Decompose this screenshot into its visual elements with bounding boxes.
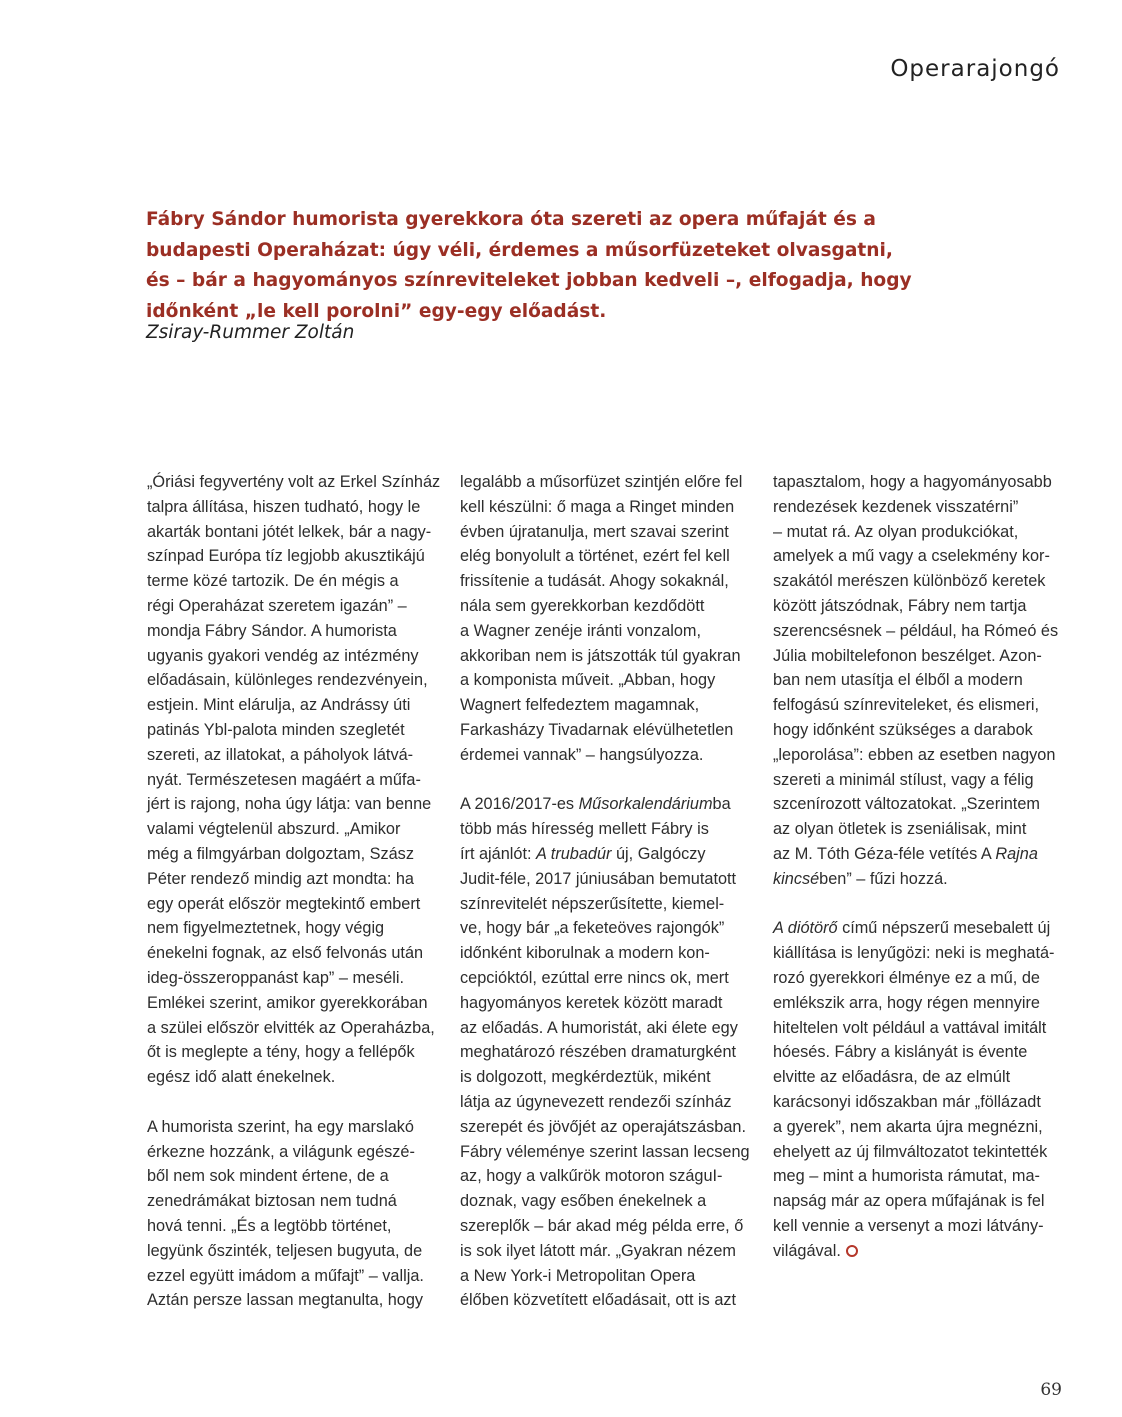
- body-text-line: is dolgozott, megkérdeztük, miként: [460, 1068, 711, 1087]
- body-text-line: ezzel együtt imádom a műfajt” – vallja.: [147, 1266, 424, 1285]
- body-text-line: elvitte az előadásra, de az elmúlt: [773, 1068, 1011, 1087]
- body-text-line: ugyanis gyakori vendég az intézmény: [147, 646, 419, 665]
- paragraph-gap: [773, 892, 1073, 917]
- paragraph-gap: [147, 1090, 447, 1115]
- body-text-line: zenedrámákat biztosan nem tudná: [147, 1192, 397, 1211]
- body-text-line: ve, hogy bár „a feketeöves rajongók”: [460, 919, 725, 938]
- body-text-line: tapasztalom, hogy a hagyományosabb: [773, 473, 1052, 491]
- body-text-line: hagyományos keretek között maradt: [460, 993, 723, 1012]
- body-text-line: Júlia mobiltelefonon beszélget. Azon-: [773, 646, 1042, 665]
- body-text-line: ből nem sok mindent értene, de a: [147, 1167, 389, 1186]
- body-text-line: karácsonyi időszakban már „föllázadt: [773, 1092, 1041, 1111]
- body-text-line: A humorista szerint, ha egy marslakó: [147, 1117, 414, 1136]
- body-text-line: A 2016/2017-es Műsorkalendáriumba: [460, 795, 731, 814]
- lead-line: és – bár a hagyományos színreviteleket jobban kedveli –, elfogadja, hogy: [146, 270, 912, 291]
- lead-line: Fábry Sándor humorista gyerekkora óta szereti az opera műfaját és a: [146, 209, 876, 230]
- body-text-line: időnként kiborulnak a modern kon-: [460, 944, 710, 963]
- body-text-line: énekelni fognak, az első felvonás után: [147, 944, 424, 963]
- body-text-line: nem figyelmeztetnek, hogy végig: [147, 919, 385, 938]
- body-text-line: Wagnert felfedeztem magamnak,: [460, 696, 700, 715]
- body-text-line: szakától merészen különböző keretek: [773, 572, 1046, 591]
- body-text-line: hóesés. Fábry a kislányát is évente: [773, 1043, 1028, 1062]
- body-text-line: több más híresség mellett Fábry is: [460, 820, 709, 839]
- body-text-line: elég bonyolult a történet, ezért fel kell: [460, 547, 730, 566]
- body-text-line: az előadás. A humoristát, aki élete egy: [460, 1018, 738, 1037]
- body-text-line: felfogású színreviteleket, és elismeri,: [773, 696, 1040, 715]
- body-text-line: napság már az opera műfajának is fel: [773, 1192, 1045, 1211]
- body-text-line: a gyerek”, nem akarta újra megnézni,: [773, 1117, 1043, 1136]
- lead-line: időnként „le kell porolni” egy-egy előadást.: [146, 300, 607, 322]
- body-text-line: között játszódnak, Fábry nem tartja: [773, 596, 1027, 615]
- body-text-line: „Óriási fegyvertény volt az Erkel Színház: [147, 473, 441, 491]
- text-column-3: [773, 470, 1073, 1264]
- body-text-line: A diótörő című népszerű mesebalett új: [773, 919, 1051, 938]
- body-text-line: hogy időnként szükséges a darabok: [773, 720, 1033, 739]
- body-text-line: kell vennie a versenyt a mozi látvány-: [773, 1216, 1044, 1235]
- page-number: 69: [1040, 1380, 1062, 1400]
- body-text-line: a komponista műveit. „Abban, hogy: [460, 671, 716, 690]
- body-text-line: szereti a minimál stílust, vagy a félig: [773, 770, 1034, 789]
- body-text-line: kiállítása is lenyűgözi: neki is meghatá-: [773, 944, 1055, 963]
- body-text-line: Judit-féle, 2017 júniusában bemutatott: [460, 869, 737, 888]
- body-text-line: Emlékei szerint, amikor gyerekkorában: [147, 993, 428, 1012]
- body-text-line: nála sem gyerekkorban kezdődött: [460, 596, 705, 615]
- body-text-line: akkoriban nem is játszották túl gyakran: [460, 646, 741, 665]
- body-text-line: meg – mint a humorista rámutat, ma-: [773, 1167, 1040, 1186]
- body-text-line: „leporolása”: ebben az esetben nagyon: [773, 745, 1056, 764]
- body-text-line: doznak, vagy esőben énekelnek a: [460, 1192, 707, 1211]
- body-text-line: a Wagner zenéje iránti vonzalom,: [460, 621, 702, 640]
- section-title: Operarajongó: [890, 56, 1060, 82]
- body-text-line: rendezések kezdenek visszatérni”: [773, 497, 1019, 516]
- circle-end-mark-icon: [846, 1245, 858, 1257]
- body-text-line: akarták bontani jótét lelkek, bár a nagy-: [147, 522, 432, 541]
- body-text-line: évben újratanulja, mert szavai szerint: [460, 522, 729, 541]
- body-text-line: Farkasházy Tivadarnak elévülhetetlen: [460, 720, 734, 739]
- body-text-line: – mutat rá. Az olyan produkciókat,: [773, 522, 1019, 541]
- body-text-line: színpad Európa tíz legjobb akusztikájú: [147, 547, 425, 566]
- body-text-line: is sok ilyet látott már. „Gyakran nézem: [460, 1241, 736, 1260]
- body-text-line: szerepét és jövőjét az operajátszásban.: [460, 1117, 746, 1136]
- body-text-line: legalább a műsorfüzet szintjén előre fel: [460, 473, 743, 491]
- body-text-line: élőben közvetített előadásait, ott is azt: [460, 1291, 737, 1310]
- body-text-line: az, hogy a valkűrök motoron száguI-: [460, 1167, 723, 1186]
- body-text-line: patinás Ybl-palota minden szegletét: [147, 720, 405, 739]
- body-text-line: szereplők – bár akad még példa erre, ő: [460, 1216, 744, 1235]
- body-text-line: amelyek a mű vagy a cselekmény kor-: [773, 547, 1050, 566]
- body-text-line: az olyan ötletek is zseniálisak, mint: [773, 820, 1027, 839]
- body-text-line: a szülei először elvitték az Operaházba,: [147, 1018, 435, 1037]
- body-text-line: estjein. Mint elárulja, az Andrássy úti: [147, 696, 411, 715]
- body-text-line: mondja Fábry Sándor. A humorista: [147, 621, 397, 640]
- body-text-line: szcenírozott változatokat. „Szerintem: [773, 795, 1040, 814]
- body-text-line: meghatározó részében dramaturgként: [460, 1043, 737, 1062]
- body-text-line: érkezne hozzánk, a világunk egészé-: [147, 1142, 415, 1161]
- body-text-line: egész idő alatt énekelnek.: [147, 1068, 336, 1087]
- body-text-line: szereti, az illatokat, a páholyok látvá-: [147, 745, 414, 764]
- body-text-line: írt ajánlót: A trubadúr új, Galgóczy: [460, 844, 706, 863]
- body-text-line: az M. Tóth Géza-féle vetítés A Rajna: [773, 844, 1038, 863]
- body-text-line: jért is rajong, noha úgy látja: van benne: [147, 795, 432, 814]
- body-text-line: hiteltelen volt például a vattával imitált: [773, 1018, 1047, 1037]
- lead-line: budapesti Operaházat: úgy véli, érdemes a műsorfüzeteket olvasgatni,: [146, 239, 893, 261]
- lead-paragraph: [146, 205, 912, 327]
- body-text-line: terme közé tartozik. De én mégis a: [147, 572, 399, 591]
- body-text-line: rozó gyerekkori élménye ez a mű, de: [773, 968, 1040, 987]
- body-text-line: Fábry véleménye szerint lassan lecseng: [460, 1142, 750, 1161]
- body-text-line: cepcióktól, ezúttal erre nincs ok, mert: [460, 968, 729, 987]
- body-text-line: Péter rendező mindig azt mondta: ha: [147, 869, 414, 888]
- text-column-2: [460, 470, 760, 1313]
- author-name: Zsiray-Rummer Zoltán: [146, 322, 355, 343]
- body-text-line: talpra állítása, hiszen tudható, hogy le: [147, 497, 421, 516]
- body-text-line: még a filmgyárban dolgoztam, Szász: [147, 844, 414, 863]
- body-text-line: egy operát először megtekintő embert: [147, 894, 421, 913]
- body-text-line: valami végtelenül abszurd. „Amikor: [147, 820, 401, 839]
- body-text-line: ban nem utasítja el élből a modern: [773, 671, 1023, 690]
- body-text-line: előadásain, különleges rendezvényein,: [147, 671, 428, 690]
- body-text-line: látja az úgynevezett rendezői színház: [460, 1092, 732, 1111]
- body-text-line: szerencsésnek – például, ha Rómeó és: [773, 621, 1059, 640]
- text-column-1: [147, 470, 447, 1313]
- body-text-line: hová tenni. „És a legtöbb történet,: [147, 1216, 392, 1235]
- body-text-line: őt is meglepte a tény, hogy a fellépők: [147, 1043, 415, 1062]
- body-text-line: a New York-i Metropolitan Opera: [460, 1266, 696, 1285]
- body-text-line: színrevitelét népszerűsítette, kiemel-: [460, 894, 725, 913]
- body-text-line: ideg-összeroppanást kap” – meséli.: [147, 968, 405, 987]
- body-text-line: világával.: [773, 1239, 1073, 1264]
- body-text-line: ehelyett az új filmváltozatot tekintették: [773, 1142, 1048, 1161]
- body-text-line: Aztán persze lassan megtanulta, hogy: [147, 1291, 424, 1310]
- body-text-line: legyünk őszinték, teljesen bugyuta, de: [147, 1241, 423, 1260]
- body-text-line: érdemei vannak” – hangsúlyozza.: [460, 745, 704, 764]
- body-text-line: emlékszik arra, hogy régen mennyire: [773, 993, 1040, 1012]
- body-text-line: nyát. Természetesen magáért a műfa-: [147, 770, 421, 789]
- body-text-line: kell készülni: ő maga a Ringet minden: [460, 497, 735, 516]
- body-text-line: kincsében” – fűzi hozzá.: [773, 869, 948, 888]
- body-text-line: régi Operaházat szeretem igazán” –: [147, 596, 407, 615]
- paragraph-gap: [460, 768, 760, 793]
- body-text-line: frissítenie a tudását. Ahogy sokaknál,: [460, 572, 729, 591]
